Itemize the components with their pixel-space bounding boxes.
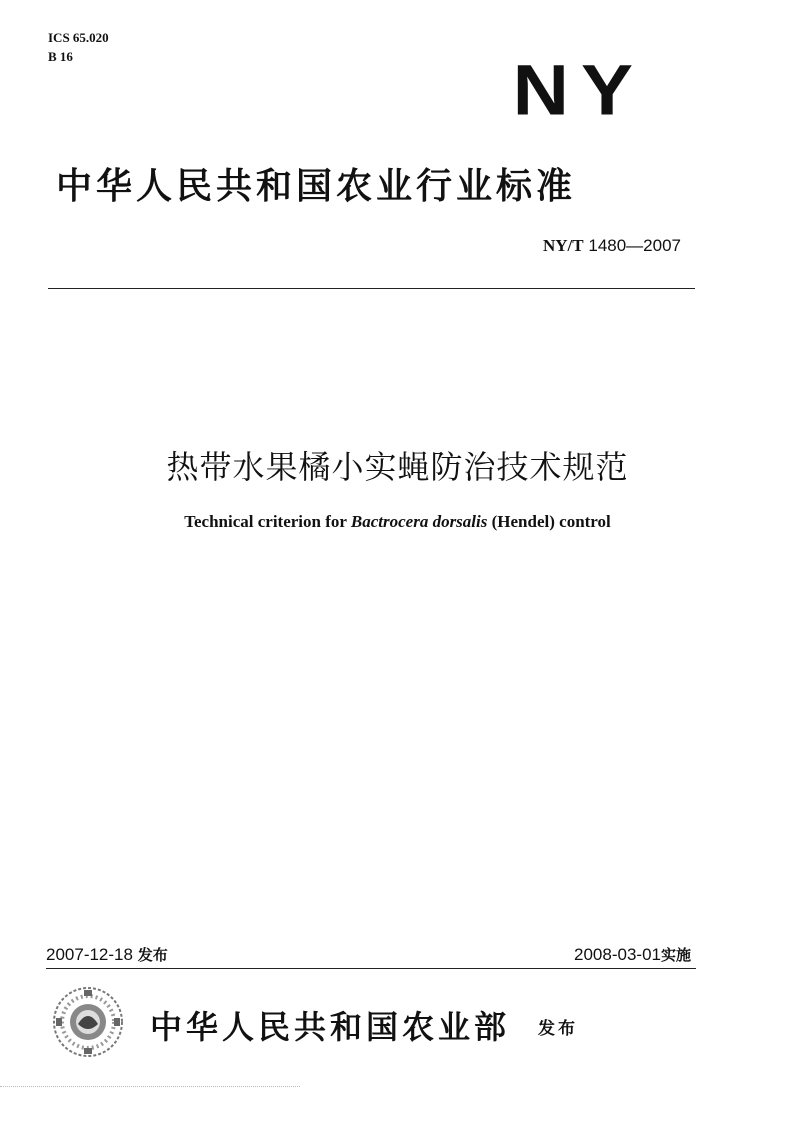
issue-date-label: 发布 <box>137 946 168 964</box>
document-title-cn: 热带水果橘小实蝇防治技术规范 <box>166 448 629 486</box>
implement-date-value: 2008-03-01 <box>574 945 661 964</box>
implement-date-label: 实施 <box>660 946 691 964</box>
standard-title: 中华人民共和国农业行业标准 <box>56 166 577 207</box>
ny-logo: NY <box>512 49 645 131</box>
document-title-en <box>0 512 795 532</box>
title-en-species: Bactrocera dorsalis <box>350 512 488 531</box>
classification-codes <box>48 28 109 66</box>
issue-date <box>46 944 168 965</box>
title-en-part-2: (Hendel) control <box>487 512 611 531</box>
header-divider <box>48 288 695 289</box>
ccs-code: B 16 <box>48 49 73 64</box>
standard-number-value: 1480—2007 <box>588 236 681 255</box>
publish-label: 发布 <box>538 1019 578 1039</box>
issue-date-value: 2007-12-18 <box>46 945 133 964</box>
title-en-part-1: Technical criterion for <box>184 512 351 531</box>
standard-number-prefix: NY/T <box>543 236 584 255</box>
implement-date <box>574 944 691 965</box>
ics-code: ICS 65.020 <box>48 30 109 45</box>
ministry-seal-icon <box>50 984 126 1060</box>
footer-divider <box>46 968 696 969</box>
ministry-name: 中华人民共和国农业部 <box>150 1008 511 1046</box>
scan-artifact-line <box>0 1086 300 1087</box>
standard-number <box>543 236 681 256</box>
